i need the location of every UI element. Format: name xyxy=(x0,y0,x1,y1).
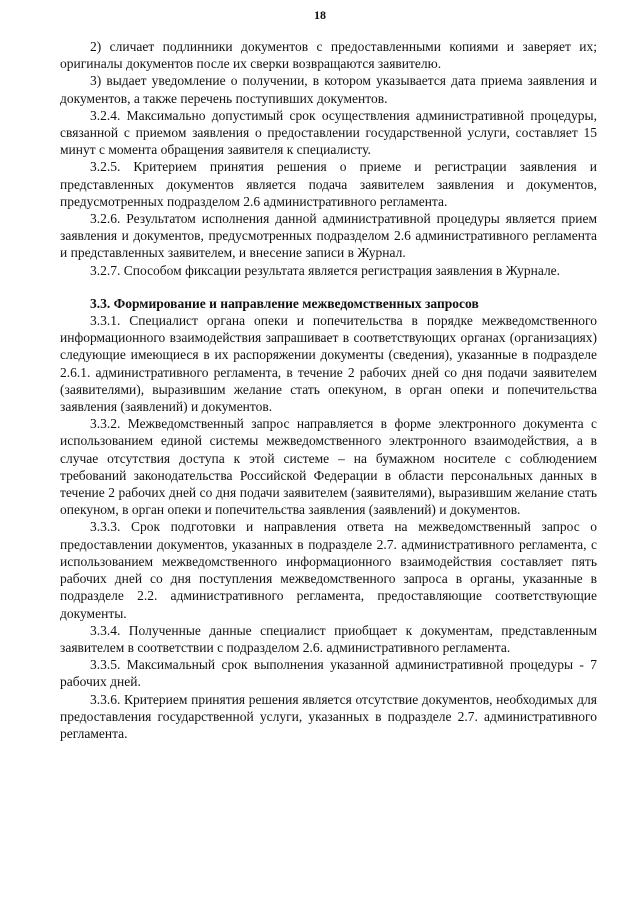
paragraph-3-2-6: 3.2.6. Результатом исполнения данной административной процедуры является прием заявления и документов, предусмотренных подразделом 2.6 административного регламента и представленных заявителем, и внесение записи в Журнал. xyxy=(60,211,597,261)
paragraph-item-2: 2) сличает подлинники документов с предоставленными копиями и заверяет их; оригиналы документов после их сверки возвращаются заявителю. xyxy=(60,39,597,72)
paragraph-3-3-5: 3.3.5. Максимальный срок выполнения указанной административной процедуры - 7 рабочих дней. xyxy=(60,657,597,690)
paragraph-3-2-5: 3.2.5. Критерием принятия решения о приеме и регистрации заявления и представленных документов является подача заявителем заявления и документов, предусмотренных подразделом 2.6 административного регламента. xyxy=(60,159,597,209)
paragraph-3-3-2: 3.3.2. Межведомственный запрос направляется в форме электронного документа с использованием единой системы межведомственного электронного взаимодействия, а в случае отсутствия доступа к этой системе – на бумажном носителе с соблюдением требований законодательства Российской Федерации в области персональных данных в течение 2 рабочих дней со дня подачи заявителем (заявителями), выразившим желание стать опекуном, в орган опеки и попечительства заявления (заявлений) и документов. xyxy=(60,416,597,518)
paragraph-3-3-6: 3.3.6. Критерием принятия решения является отсутствие документов, необходимых для предоставления государственной услуги, указанных в подразделе 2.7. административного регламента. xyxy=(60,691,597,741)
section-heading: 3.3. Формирование и направление межведомственных запросов xyxy=(90,295,479,311)
document-body xyxy=(60,38,597,742)
paragraph-3-3-1: 3.3.1. Специалист органа опеки и попечительства в порядке межведомственного информационного взаимодействия запрашивает в соответствующих органах (организациях) следующие имеющиеся в их распоряжении документы (сведения), указанные в подразделе 2.6.1. административного регламента, в течение 2 рабочих дней со дня подачи заявителем (заявителями), выразившим желание стать опекуном, в орган опеки и попечительства заявления (заявлений) и документов. xyxy=(60,313,597,415)
section-spacer xyxy=(60,279,597,295)
paragraph-3-3-4: 3.3.4. Полученные данные специалист приобщает к документам, представленным заявителем в соответствии с подразделом 2.6. административного регламента. xyxy=(60,622,597,655)
page-number: 18 xyxy=(314,8,326,22)
paragraph-3-3-3: 3.3.3. Срок подготовки и направления ответа на межведомственный запрос о предоставлении документов, указанных в подразделе 2.7. административного регламента, с использованием межведомственного информационного взаимодействия составляет пять рабочих дней со дня поступления межведомственного запроса в органы, указанные в подразделе 2.2. административного регламента, предоставляющие соответствующие документы. xyxy=(60,519,597,621)
paragraph-item-3: 3) выдает уведомление о получении, в котором указывается дата приема заявления и документов, а также перечень поступивших документов. xyxy=(60,73,597,106)
paragraph-3-2-4: 3.2.4. Максимально допустимый срок осуществления административной процедуры, связанной с приемом заявления о предоставлении государственной услуги, составляет 15 минут с момента обращения заявителя к специалисту. xyxy=(60,107,597,158)
paragraph-3-2-7: 3.2.7. Способом фиксации результата является регистрация заявления в Журнале. xyxy=(90,262,561,278)
